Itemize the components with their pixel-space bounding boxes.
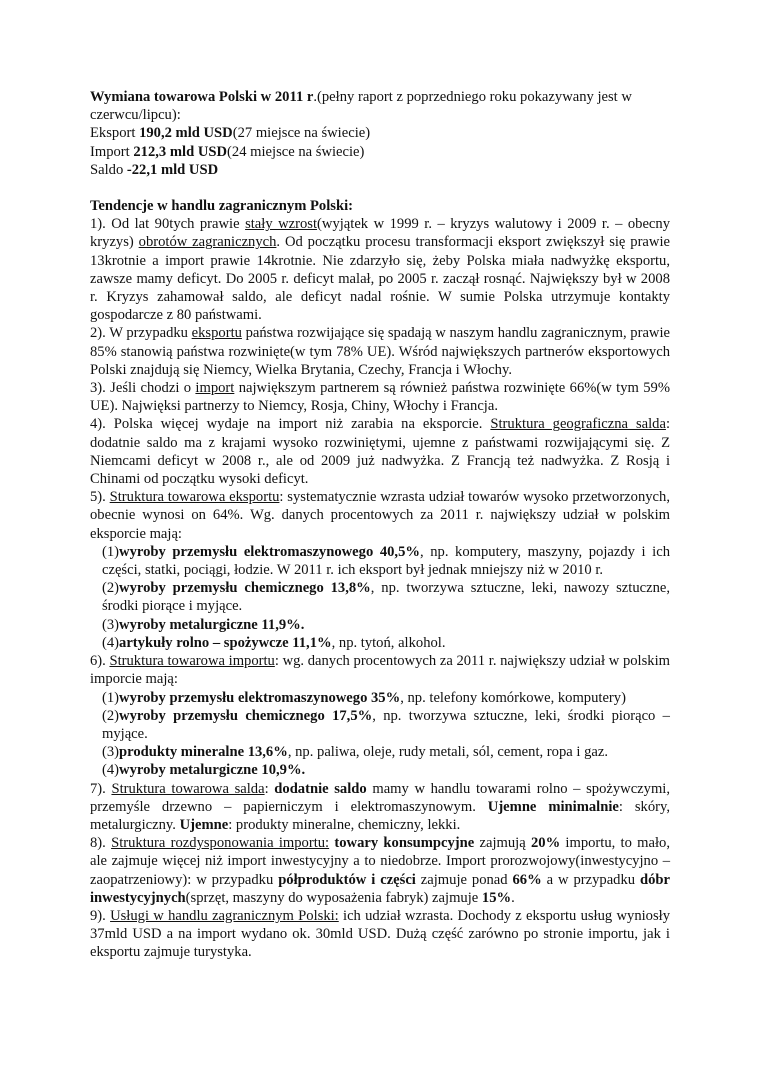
paragraph-6: 6). Struktura towarowa importu: wg. danych procentowych za 2011 r. największy udział w polskim imporcie mają: bbox=[90, 653, 670, 688]
paragraph-7: 7). Struktura towarowa salda: dodatnie saldo mamy w handlu towarami rolno – spożywczymi, przemyśle drzewno – papierniczym i elektromaszynowym. Ujemne minimalnie: skóry, metalurgiczny. Ujemne: produkty mineralne, chemiczny, lekki. bbox=[90, 780, 671, 833]
export-item-3: (3)wyroby metalurgiczne 11,9%. bbox=[102, 616, 305, 633]
import-item-4: (4)wyroby metalurgiczne 10,9%. bbox=[102, 762, 306, 779]
paragraph-5: 5). Struktura towarowa eksportu: systematycznie wzrasta udział towarów wysoko przetworzonych, obecnie wynosi on 64%. Wg. danych procentowych za 2011 r. największy udział w polskim eksporcie mają: bbox=[90, 489, 670, 542]
import-item-3: (3)produkty mineralne 13,6%, np. paliwa, oleje, rudy metali, sól, cement, ropa i gaz. bbox=[102, 744, 608, 761]
import-item-1: (1)wyroby przemysłu elektromaszynowego 35%, np. telefony komórkowe, komputery) bbox=[102, 689, 626, 706]
report-title: Wymiana towarowa Polski w 2011 r.(pełny raport z poprzedniego roku pokazywany jest w czerwcu/lipcu): bbox=[90, 89, 632, 124]
paragraph-4: 4). Polska więcej wydaje na import niż zarabia na eksporcie. Struktura geograficzna salda: dodatnie saldo ma z krajami wysoko rozwiniętymi, ujemne z państwami rozwijającymi się. Z Niemcami deficyt w 2008 r., ale od 2009 już nadwyżka. Z Francją też nadwyżka. Z Rosją i Chinami od początku wysoki deficyt. bbox=[90, 416, 670, 488]
import-line: Import 212,3 mld USD(24 miejsce na świecie) bbox=[90, 143, 365, 160]
paragraph-8: 8). Struktura rozdysponowania importu: towary konsumpcyjne zajmują 20% importu, to mało, ale zajmuje więcej niż import inwestycyjny a to niedobrze. Import prorozwojowy(inwestycyjno – zaopatrzeniowy): w przypadku półproduktów i części zajmuje ponad 66% a w przypadku dóbr inwestycyjnych(sprzęt, maszyny do wyposażenia fabryk) zajmuje 15%. bbox=[90, 835, 670, 906]
section-title: Tendencje w handlu zagranicznym Polski: bbox=[90, 198, 353, 215]
export-item-2: (2)wyroby przemysłu chemicznego 13,8%, np. tworzywa sztuczne, leki, nawozy sztuczne, środki piorące i myjące. bbox=[102, 580, 670, 615]
export-line: Eksport 190,2 mld USD(27 miejsce na świecie) bbox=[90, 125, 371, 142]
paragraph-2: 2). W przypadku eksportu państwa rozwijające się spadają w naszym handlu zagranicznym, prawie 85% stanowią państwa rozwinięte(w tym 78% UE). Wśród największych partnerów eksportowych Polski znajdują się Niemcy, Wielka Brytania, Czechy, Francja i Włochy. bbox=[90, 325, 670, 378]
export-item-1: (1)wyroby przemysłu elektromaszynowego 40,5%, np. komputery, maszyny, pojazdy i ich części, statki, pociągi, łodzie. W 2011 r. ich eksport był jednak mniejszy niż w 2010 r. bbox=[102, 543, 670, 579]
saldo-line: Saldo -22,1 mld USD bbox=[90, 161, 219, 178]
import-item-2: (2)wyroby przemysłu chemicznego 17,5%, np. tworzywa sztuczne, leki, środki piorąco – myjące. bbox=[102, 707, 670, 742]
export-item-4: (4)artykuły rolno – spożywcze 11,1%, np. tytoń, alkohol. bbox=[102, 634, 446, 651]
paragraph-9: 9). Usługi w handlu zagranicznym Polski: ich udział wzrasta. Dochody z eksportu usług wyniosły 37mld USD a na import wydano ok. 30mld USD. Dużą część zarówno po stronie importu, jak i eksportu zajmuje turystyka. bbox=[90, 907, 670, 961]
paragraph-1: 1). Od lat 90tych prawie stały wzrost(wyjątek w 1999 r. – kryzys walutowy i 2009 r. – obecny kryzys) obrotów zagranicznych. Od początku procesu transformacji eksport zwiększył się prawie 13krotnie a import prawie 14krotnie. Nie zdarzyło się, żeby Polska miała nadwyżkę eksportu, zawsze mamy deficyt. Do 2005 r. deficyt malał, po 2005 r. zaczął rosnąć. Największy był w 2008 r. Kryzys zahamował saldo, ale deficyt nadal rośnie. W sumie Polska utrzymuje kontakty gospodarcze z 80 państwami. bbox=[90, 216, 670, 324]
paragraph-3: 3). Jeśli chodzi o import największym partnerem są również państwa rozwinięte 66%(w tym 59% UE). Najwięksi partnerzy to Niemcy, Rosja, Chiny, Włochy i Francja. bbox=[90, 380, 670, 415]
